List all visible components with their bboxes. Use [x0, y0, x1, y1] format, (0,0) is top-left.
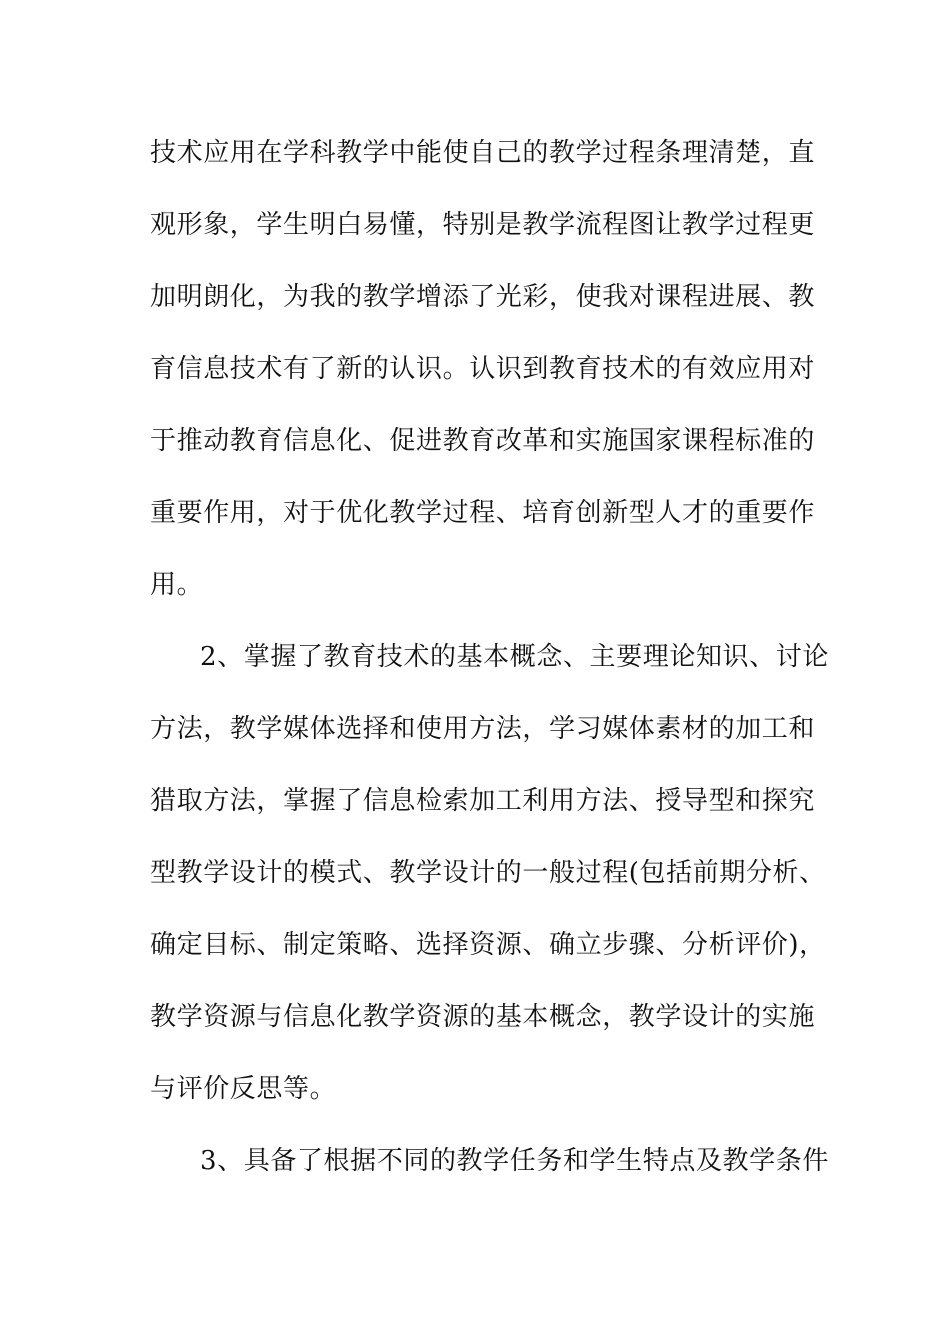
text-line: 型教学设计的模式、教学设计的一般过程(包括前期分析、 [150, 858, 826, 888]
text-line: 育信息技术有了新的认识。认识到教育技术的有效应用对 [150, 354, 816, 384]
paragraph-start-line: 2、掌握了教育技术的基本概念、主要理论知识、讨论 [200, 642, 829, 672]
text-line: 方法，教学媒体选择和使用方法，学习媒体素材的加工和 [150, 714, 816, 744]
text-line: 观形象，学生明白易懂，特别是教学流程图让教学过程更 [150, 210, 816, 240]
paragraph-start-line: 3、具备了根据不同的教学任务和学生特点及教学条件 [200, 1146, 829, 1176]
text-line: 用。 [150, 570, 204, 600]
text-line: 重要作用，对于优化教学过程、培育创新型人才的重要作 [150, 498, 816, 528]
text-line: 加明朗化，为我的教学增添了光彩，使我对课程进展、教 [150, 282, 816, 312]
text-line: 教学资源与信息化教学资源的基本概念，教学设计的实施 [150, 1002, 816, 1032]
text-line: 技术应用在学科教学中能使自己的教学过程条理清楚，直 [150, 138, 816, 168]
text-line: 于推动教育信息化、促进教育改革和实施国家课程标准的 [150, 426, 816, 456]
text-line: 与评价反思等。 [150, 1074, 337, 1104]
text-line: 猎取方法，掌握了信息检索加工利用方法、授导型和探究 [150, 786, 816, 816]
text-line: 确定目标、制定策略、选择资源、确立步骤、分析评价)， [150, 930, 826, 960]
